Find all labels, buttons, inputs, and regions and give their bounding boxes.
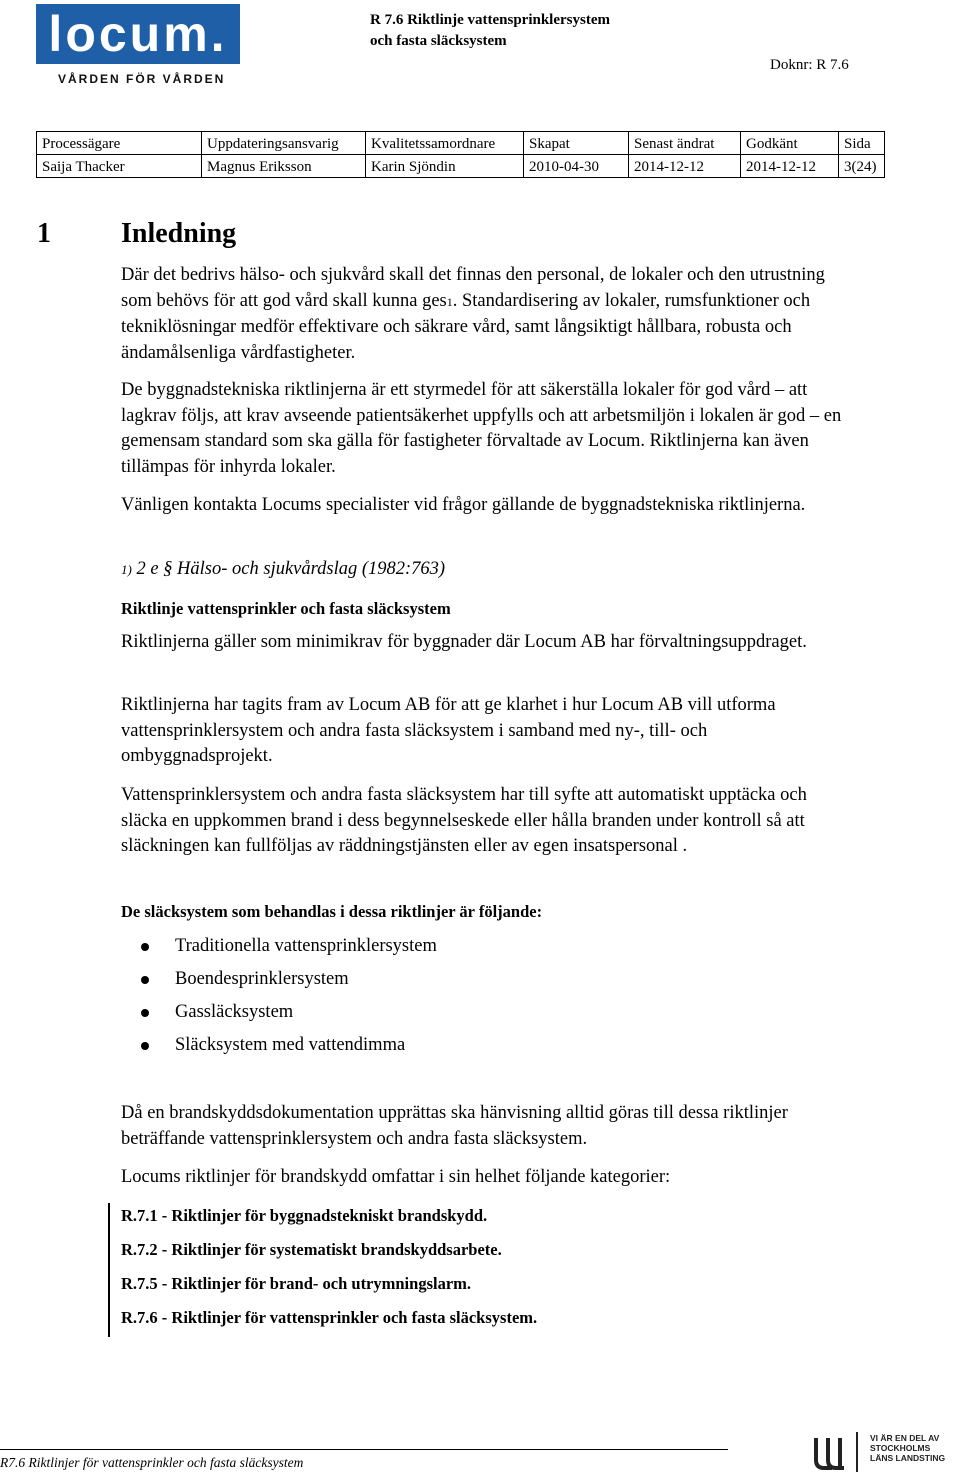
paragraph-purpose: De byggnadstekniska riktlinjerna är ett styrmedel för att säkerställa lokaler för god vård – att lagkrav följs, att krav avseende patientsäkerhet uppfylls och att arbetsmiljön i lokalen är god – en gemensam standard som ska gälla för fastigheter förvaltade av Locum. Riktlinjerna kan även tillämpas för inhyrda lokaler. bbox=[121, 380, 842, 477]
footnote-text: 2 e § Hälso- och sjukvårdslag (1982:763) bbox=[131, 559, 446, 579]
document-meta-table bbox=[36, 131, 885, 178]
paragraph-background: Riktlinjerna har tagits fram av Locum AB för att ge klarhet i hur Locum AB vill utforma vattensprinklersystem och andra fasta släcksystem i samband med ny-, till- och ombyggnadsprojekt. bbox=[121, 695, 776, 766]
meta-value-cell: Karin Sjöndin bbox=[366, 155, 524, 178]
paragraph-categories-intro: Locums riktlinjer för brandskydd omfattar i sin helhet följande kategorier: bbox=[121, 1167, 671, 1187]
document-title bbox=[370, 10, 690, 52]
meta-value-cell: Magnus Eriksson bbox=[202, 155, 366, 178]
intro-paragraph bbox=[121, 263, 851, 366]
footer-text: R7.6 Riktlinjer för vattensprinkler och fasta släcksystem bbox=[0, 1455, 304, 1470]
document-title-line2: och fasta släcksystem bbox=[370, 33, 507, 49]
paragraph-function: Vattensprinklersystem och andra fasta släcksystem har till syfte att automatiskt upptäcka och släcka en uppkommen brand i dess begynnelseskede eller hålla branden under kontroll så att släckningen kan fullföljas av räddningstjänsten eller av egen insatspersonal . bbox=[121, 785, 807, 856]
logo-tagline: VÅRDEN FÖR VÅRDEN bbox=[58, 72, 226, 86]
system-list bbox=[121, 934, 851, 1066]
sll-text bbox=[870, 1433, 945, 1463]
meta-header-cell: Processägare bbox=[37, 132, 202, 155]
meta-value-cell: 3(24) bbox=[839, 155, 885, 178]
category-item: R.7.1 - Riktlinjer för byggnadstekniskt brandskydd. bbox=[121, 1206, 488, 1225]
paragraph-scope: Riktlinjerna gäller som minimikrav för byggnader där Locum AB har förvaltningsuppdraget. bbox=[121, 632, 807, 652]
meta-header-cell: Senast ändrat bbox=[629, 132, 741, 155]
footnote-mark: 1) bbox=[121, 562, 132, 577]
sll-line: LÄNS LANDSTING bbox=[870, 1453, 946, 1463]
list-item: Släcksystem med vattendimma bbox=[121, 1033, 851, 1066]
categories-margin-bar bbox=[108, 1203, 110, 1337]
section-title: Inledning bbox=[121, 218, 237, 249]
meta-value-row bbox=[37, 155, 885, 178]
document-title-line1: R 7.6 Riktlinje vattensprinklersystem bbox=[370, 12, 610, 28]
footer-divider bbox=[0, 1449, 728, 1450]
meta-header-cell: Sida bbox=[839, 132, 885, 155]
sll-line: STOCKHOLMS bbox=[870, 1443, 931, 1453]
footnote-reference: 1 bbox=[446, 294, 453, 309]
meta-header-cell: Uppdateringsansvarig bbox=[202, 132, 366, 155]
document-number: Doknr: R 7.6 bbox=[770, 57, 849, 73]
meta-value-cell: 2010-04-30 bbox=[524, 155, 629, 178]
list-item: Gassläcksystem bbox=[121, 1000, 851, 1033]
footnote bbox=[121, 557, 851, 583]
section-number: 1 bbox=[37, 218, 51, 249]
sll-emblem-icon bbox=[812, 1430, 866, 1474]
intro-text: Där det bedrivs hälso- och sjukvård skall det finnas den personal, de lokaler och den utrustning som behövs för att god vård skall kunna ges bbox=[121, 265, 825, 311]
list-heading: De släcksystem som behandlas i dessa riktlinjer är följande: bbox=[121, 902, 543, 921]
category-list bbox=[121, 1205, 851, 1341]
meta-header-cell: Godkänt bbox=[741, 132, 839, 155]
category-item: R.7.2 - Riktlinjer för systematiskt brandskyddsarbete. bbox=[121, 1240, 502, 1259]
category-item: R.7.5 - Riktlinjer för brand- och utrymningslarm. bbox=[121, 1274, 472, 1293]
category-item: R.7.6 - Riktlinjer för vattensprinkler och fasta släcksystem. bbox=[121, 1308, 538, 1327]
meta-value-cell: 2014-12-12 bbox=[629, 155, 741, 178]
sll-line: VI ÄR EN DEL AV bbox=[870, 1433, 940, 1443]
meta-value-cell: Saija Thacker bbox=[37, 155, 202, 178]
locum-logo: locum. bbox=[36, 4, 240, 64]
meta-header-row bbox=[37, 132, 885, 155]
sll-logo bbox=[812, 1430, 960, 1474]
list-item: Traditionella vattensprinklersystem bbox=[121, 934, 851, 967]
paragraph-documentation: Då en brandskyddsdokumentation upprättas ska hänvisning alltid göras till dessa riktlinjer beträffande vattensprinklersystem och andra fasta släcksystem. bbox=[121, 1103, 788, 1149]
subheading: Riktlinje vattensprinkler och fasta släcksystem bbox=[121, 599, 451, 618]
list-item: Boendesprinklersystem bbox=[121, 967, 851, 1000]
meta-header-cell: Kvalitetssamordnare bbox=[366, 132, 524, 155]
meta-header-cell: Skapat bbox=[524, 132, 629, 155]
meta-value-cell: 2014-12-12 bbox=[741, 155, 839, 178]
intro-text-rest: . Standardisering av lokaler, rumsfunktioner och tekniklösningar medför effektivare och säkrare vård, samt långsiktigt hållbara, robusta och ändamålsenliga vårdfastigheter. bbox=[121, 290, 811, 363]
paragraph-contact: Vänligen kontakta Locums specialister vid frågor gällande de byggnadstekniska riktlinjerna. bbox=[121, 495, 806, 515]
